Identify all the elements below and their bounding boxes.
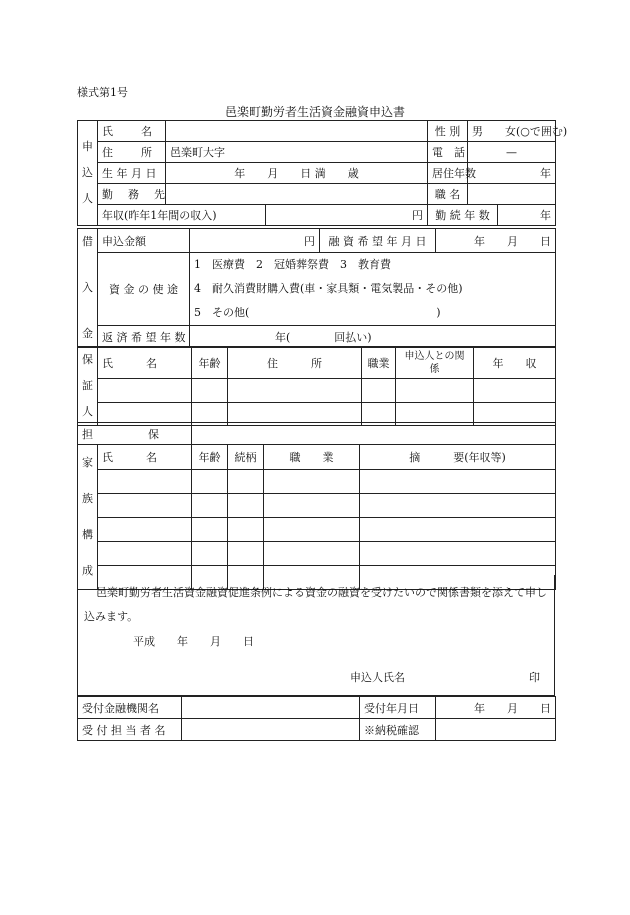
purpose-option-2[interactable]: 4 耐久消費財購入費(車・家具類・電気製品・その他): [194, 282, 463, 295]
date-field[interactable]: 年 月 日: [436, 229, 556, 253]
gender-label: 性 別: [428, 121, 468, 142]
repay-field[interactable]: 年( 回払い): [190, 326, 556, 348]
guarantor-header-job: 職業: [362, 347, 396, 379]
guarantor-header-relation: 申込人との関係: [396, 347, 474, 379]
employer-field[interactable]: [166, 184, 428, 205]
table-row: [78, 494, 556, 518]
date-label: 融 資 希 望 年 月 日: [320, 229, 436, 253]
repay-label: 返 済 希 望 年 数: [98, 326, 190, 348]
purpose-options[interactable]: [190, 253, 556, 326]
guarantor-name-cell[interactable]: [98, 379, 192, 402]
family-relation-cell[interactable]: [228, 470, 264, 494]
family-remarks-cell[interactable]: [360, 494, 556, 518]
loan-section-label: 借 入 金: [78, 229, 98, 348]
family-header-remarks: 摘 要(年収等): [360, 445, 556, 470]
residence-label: 居住年数: [428, 163, 468, 184]
table-row: [78, 518, 556, 542]
declaration-section: [77, 575, 555, 696]
declaration-text: 邑楽町勤労者生活資金融資促進条例による資金の融資を受けたいので関係書類を添えて申し込みます。: [84, 586, 547, 623]
residence-field[interactable]: 年: [468, 163, 556, 184]
family-section: [77, 444, 556, 590]
guarantor-header-income: 年 収: [474, 347, 556, 379]
gender-field[interactable]: 男 女(○で囲む): [468, 121, 556, 142]
family-age-cell[interactable]: [192, 494, 228, 518]
collateral-label: 担 保: [78, 423, 192, 445]
family-age-cell[interactable]: [192, 470, 228, 494]
family-section-label: 家 族 構 成: [78, 445, 98, 590]
collateral-section: [77, 422, 556, 445]
institution-label: 受付金融機関名: [78, 697, 182, 719]
family-name-cell[interactable]: [98, 542, 192, 566]
received-date-label: 受付年月日: [360, 697, 436, 719]
job-field[interactable]: [468, 184, 556, 205]
guarantor-age-cell[interactable]: [192, 379, 228, 402]
birth-field[interactable]: 年 月 日 満 歳: [166, 163, 428, 184]
tenure-field[interactable]: 年: [498, 205, 556, 226]
name-field[interactable]: [166, 121, 428, 142]
family-remarks-cell[interactable]: [360, 470, 556, 494]
tenure-label: 勤 続 年 数: [428, 205, 498, 226]
job-label: 職 名: [428, 184, 468, 205]
family-job-cell[interactable]: [264, 542, 360, 566]
purpose-option-3[interactable]: 5 その他( ): [194, 306, 441, 319]
institution-field[interactable]: [182, 697, 360, 719]
family-header-job: 職 業: [264, 445, 360, 470]
employer-label: 勤 務 先: [98, 184, 166, 205]
family-job-cell[interactable]: [264, 518, 360, 542]
address-label: 住 所: [98, 142, 166, 163]
family-relation-cell[interactable]: [228, 494, 264, 518]
family-name-cell[interactable]: [98, 494, 192, 518]
family-relation-cell[interactable]: [228, 542, 264, 566]
guarantor-header-age: 年齢: [192, 347, 228, 379]
family-age-cell[interactable]: [192, 518, 228, 542]
officer-field[interactable]: [182, 719, 360, 741]
family-job-cell[interactable]: [264, 494, 360, 518]
loan-section: [77, 228, 556, 348]
guarantor-section-label: 保 証 人: [78, 347, 98, 426]
guarantor-address-cell[interactable]: [228, 379, 362, 402]
table-row: [78, 470, 556, 494]
collateral-field[interactable]: [192, 423, 556, 445]
applicant-section-label: 申 込 人: [78, 121, 98, 226]
applicant-section: [77, 120, 568, 226]
officer-label: 受 付 担 当 者 名: [78, 719, 182, 741]
seal-mark: 印: [529, 671, 540, 684]
signature-label: 申込人氏名: [350, 671, 405, 684]
tax-label: ※納税確認: [360, 719, 436, 741]
guarantor-header-address: 住 所: [228, 347, 362, 379]
guarantor-relation-cell[interactable]: [396, 379, 474, 402]
form-title: 邑楽町勤労者生活資金融資申込書: [224, 105, 405, 119]
table-row: [78, 379, 556, 402]
purpose-label: 資 金 の 使 途: [98, 253, 190, 326]
family-job-cell[interactable]: [264, 470, 360, 494]
amount-field[interactable]: [190, 229, 320, 253]
form-number: 様式第1号: [77, 86, 128, 99]
family-header-relation: 続柄: [228, 445, 264, 470]
family-name-cell[interactable]: [98, 470, 192, 494]
birth-label: 生 年 月 日: [98, 163, 166, 184]
amount-label: 申込金額: [98, 229, 190, 253]
family-age-cell[interactable]: [192, 542, 228, 566]
phone-field[interactable]: —: [468, 142, 556, 163]
guarantor-job-cell[interactable]: [362, 379, 396, 402]
family-remarks-cell[interactable]: [360, 518, 556, 542]
phone-label: 電 話: [428, 142, 468, 163]
table-row: [78, 542, 556, 566]
guarantor-section: [77, 346, 556, 426]
guarantor-header-name: 氏 名: [98, 347, 192, 379]
income-label: 年収(昨年1年間の収入): [98, 205, 266, 226]
address-field[interactable]: 邑楽町大字: [166, 142, 428, 163]
family-remarks-cell[interactable]: [360, 542, 556, 566]
reception-section: [77, 696, 556, 741]
income-field[interactable]: 円: [266, 205, 428, 226]
guarantor-income-cell[interactable]: [474, 379, 556, 402]
family-header-age: 年齢: [192, 445, 228, 470]
family-header-name: 氏 名: [98, 445, 192, 470]
received-date-field[interactable]: 年 月 日: [436, 697, 556, 719]
declaration-date[interactable]: 平成 年 月 日: [133, 635, 254, 648]
family-relation-cell[interactable]: [228, 518, 264, 542]
family-name-cell[interactable]: [98, 518, 192, 542]
amount-unit: 円: [304, 234, 315, 248]
purpose-option-1[interactable]: 1 医療費 2 冠婚葬祭費 3 教育費: [194, 258, 391, 271]
tax-field[interactable]: [436, 719, 556, 741]
name-label: 氏 名: [98, 121, 166, 142]
